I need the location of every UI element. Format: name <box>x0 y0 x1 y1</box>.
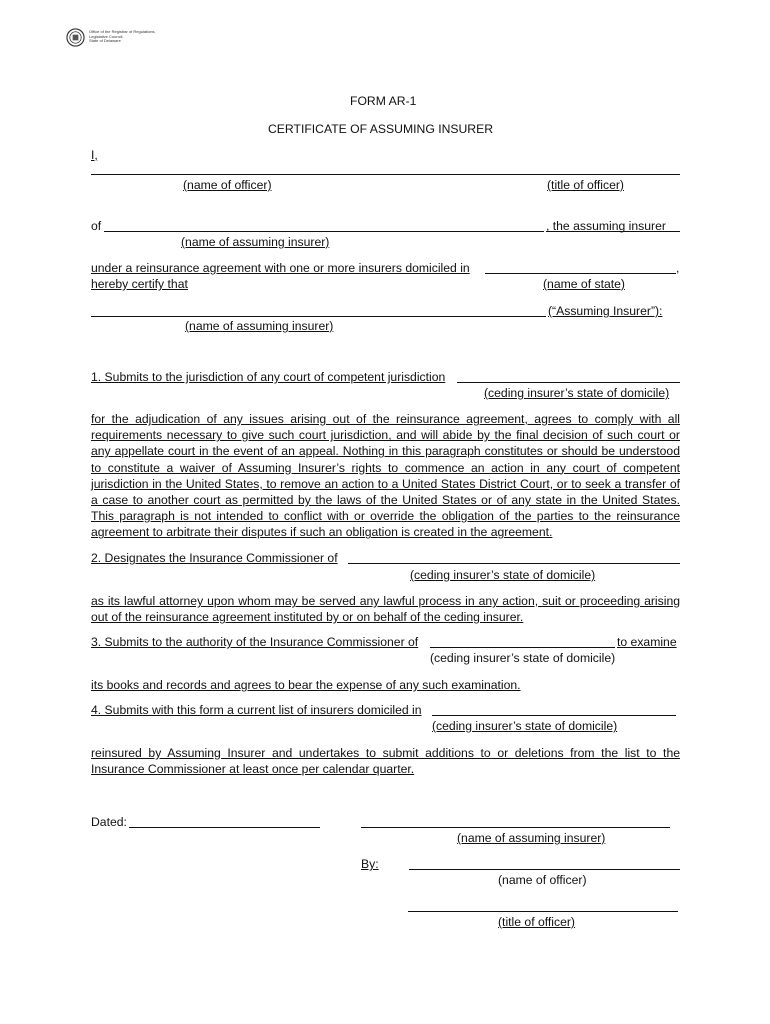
item-4-lead: 4. Submits with this form a current list of insurers domiciled in <box>91 703 422 717</box>
item-2-state-line <box>348 563 680 564</box>
certificate-title: CERTIFICATE OF ASSUMING INSURER <box>268 122 494 136</box>
assuming-insurer-line-2 <box>91 316 546 317</box>
item-3-tail: to examine <box>617 635 677 649</box>
signature-title-caption: (title of officer) <box>498 915 575 929</box>
reinsurance-line-text: under a reinsurance agreement with one or more insurers domiciled in <box>91 261 470 275</box>
assuming-insurer-signature-line <box>361 827 670 828</box>
item-4-state-line <box>432 715 676 716</box>
assuming-insurer-suffix-underline <box>546 231 680 232</box>
name-of-state-caption: (name of state) <box>543 277 625 291</box>
title-of-officer-caption: (title of officer) <box>547 178 624 192</box>
by-label: By: <box>361 857 379 871</box>
dated-line <box>129 827 320 828</box>
certify-text: hereby certify that <box>91 277 188 291</box>
name-of-officer-caption: (name of officer) <box>183 178 272 192</box>
i-label: I, <box>91 148 98 162</box>
item-3-lead: 3. Submits to the authority of the Insurance Commissioner of <box>91 635 419 649</box>
item-3-body: its books and records and agrees to bear the expense of any such examination. <box>91 678 521 692</box>
item-2-body: as its lawful attorney upon whom may be served any lawful process in any action, suit or proceeding arising out of the reinsurance agreement instituted by or on behalf of the ceding insurer. <box>91 594 680 625</box>
assuming-insurer-quote: (“Assuming Insurer”): <box>548 304 663 318</box>
name-of-assuming-insurer-caption-2: (name of assuming insurer) <box>185 319 334 333</box>
assuming-insurer-suffix: , the assuming insurer <box>546 219 666 233</box>
item-4-body: reinsured by Assuming Insurer and undertakes to submit additions to or deletions from the list to the Insurance Commissioner at least once per calendar quarter. <box>91 746 680 777</box>
of-label: of <box>91 219 102 233</box>
signature-assuming-insurer-caption: (name of assuming insurer) <box>457 831 606 845</box>
item-1-body: for the adjudication of any issues arising out of the reinsurance agreement, agrees to comply with all requirements necessary to give such court jurisdiction, and will abide by the final decision of such court or any appellate court in the event of an appeal. Nothing in this paragraph constitutes or should be understood to constitute a waiver of Assuming Insurer’s rights to commence an action in any court of competent jurisdiction in the United States, to remove an action to a United States District Court, or to seek a transfer of a case to another court as permitted by the laws of the United States or of any state in the United States. This paragraph is not intended to conflict with or override the obligation of the parties to the reinsurance agreement to arbitrate their disputes if such an obligation is created in the agreement. <box>91 412 680 540</box>
form-title: FORM AR-1 <box>350 94 417 108</box>
item-3-state-line <box>430 647 615 648</box>
item-2-lead: 2. Designates the Insurance Commissioner of <box>91 551 338 565</box>
item-1-ceding-state-caption: (ceding insurer’s state of domicile) <box>484 386 670 400</box>
dated-label: Dated: <box>91 815 127 829</box>
item-1-state-line <box>457 382 680 383</box>
header-line-2: Legislative Council, <box>89 33 124 39</box>
by-signature-line <box>409 869 680 870</box>
comma: , <box>676 261 680 275</box>
name-of-assuming-insurer-caption: (name of assuming insurer) <box>181 235 330 249</box>
signature-officer-caption: (name of officer) <box>498 873 587 887</box>
item-4-ceding-state-caption: (ceding insurer’s state of domicile) <box>432 719 618 733</box>
state-seal-icon <box>66 28 85 47</box>
header-line-3: State of Delaware <box>89 38 121 44</box>
officer-title-line <box>408 911 678 912</box>
assuming-insurer-line <box>104 231 544 232</box>
state-line <box>485 273 676 274</box>
registrar-header <box>89 30 156 44</box>
header-line-1: Office of the Registrar of Regulations, <box>89 29 156 34</box>
item-3-ceding-state-caption: (ceding insurer’s state of domicile) <box>430 651 616 665</box>
officer-signature-line <box>91 174 680 175</box>
item-1-lead: 1. Submits to the jurisdiction of any court of competent jurisdiction <box>91 370 446 384</box>
item-2-ceding-state-caption: (ceding insurer’s state of domicile) <box>410 568 596 582</box>
